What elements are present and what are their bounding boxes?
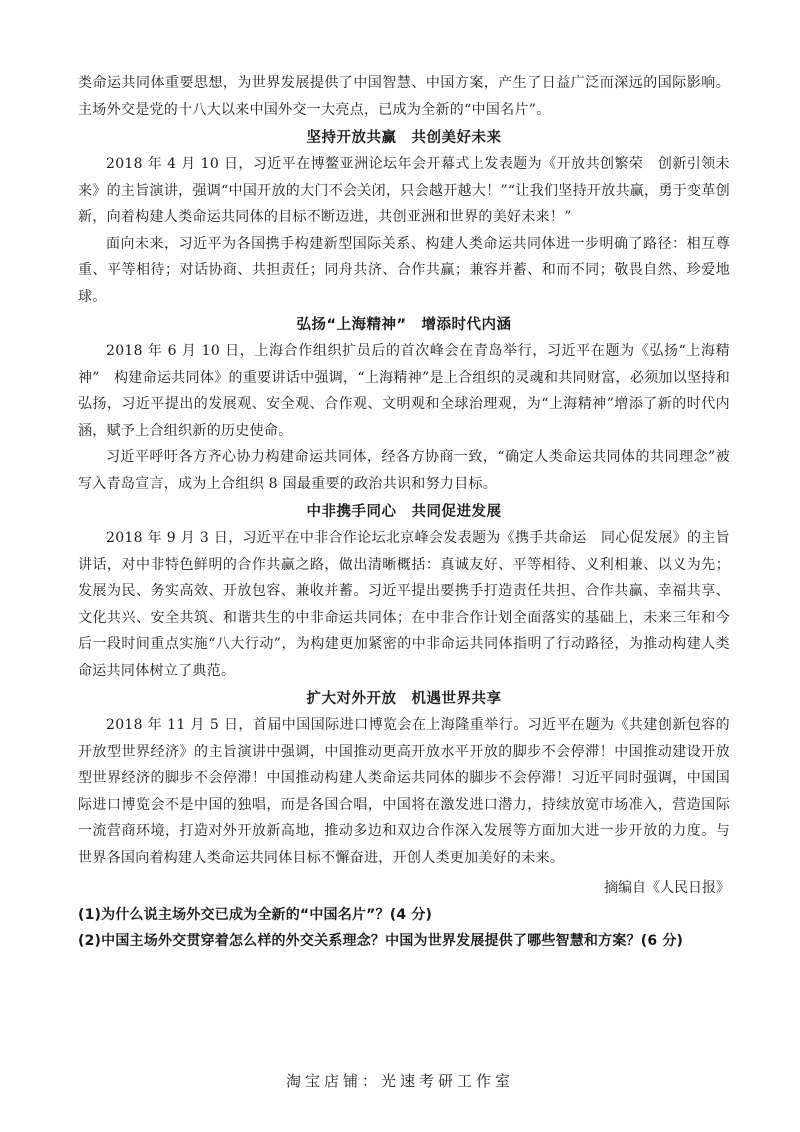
question-item: (1)为什么说主场外交已成为全新的“中国名片”？(4 分) (78, 906, 433, 923)
section-heading: 坚持开放共赢 共创美好未来 (306, 130, 502, 146)
source-citation: 摘编自《人民日报》 (604, 880, 730, 896)
question-item: (2)中国主场外交贯穿着怎么样的外交关系理念？中国为世界发展提供了哪些智慧和方案？(6 分) (78, 933, 684, 949)
footer-shop-label: 淘宝店铺：光速考研工作室 (285, 1072, 514, 1090)
body-paragraph: 2018 年 11 月 5 日，首届中国国际进口博览会在上海隆重举行。习近平在题为《共建创新包容的开放型世界经济》的主旨演讲中强调，中国推动更高开放水平开放的脚步不会停滞！中国推动建设开放型世界经济的脚步不会停滞！中国推动构建人类命运共同体的脚步不会停滞！习近平同时强调，中国国际进口博览会不是中国的独唱，而是各国合唱，中国将在激发进口潜力，持续放宽市场准入，营造国际一流营商环境，打造对外开放新高地，推动多边和双边合作深入发展等方面加大进一步开放的力度。与世界各国向着构建人类命运共同体目标不懈奋进，开创人类更加美好的未来。 (78, 717, 730, 866)
section-heading: 扩大对外开放 机遇世界共享 (306, 691, 502, 707)
body-paragraph: 2018 年 4 月 10 日，习近平在博鳌亚洲论坛年会开幕式上发表题为《开放共创繁荣 创新引领未来》的主旨演讲，强调“中国开放的大门不会关闭，只会越开越大！”“让我们坚持开放共赢，勇于变革创新，向着构建人类命运共同体的目标不断迈进，共创亚洲和世界的美好未来！” (78, 156, 730, 225)
article-body (78, 70, 730, 955)
body-paragraph: 2018 年 6 月 10 日，上海合作组织扩员后的首次峰会在青岛举行，习近平在题为《弘扬“上海精神” 构建命运共同体》的重要讲话中强调，“上海精神”是上合组织的灵魂和共同财富，必须加以坚持和弘扬，习近平提出的发展观、安全观、合作观、文明观和全球治理观，为“上海精神”增添了新的时代内涵，赋予上合组织新的历史使命。 (78, 343, 730, 439)
body-paragraph: 面向未来，习近平为各国携手构建新型国际关系、构建人类命运共同体进一步明确了路径：相互尊重、平等相待；对话协商、共担责任；同舟共济、合作共赢；兼容并蓄、和而不同；敬畏自然、珍爱地球。 (78, 235, 730, 305)
body-paragraph: 2018 年 9 月 3 日，习近平在中非合作论坛北京峰会发表题为《携手共命运 同心促发展》的主旨讲话，对中非特色鲜明的合作共赢之路，做出清晰概括：真诚友好、平等相待、义利相兼、以义为先；发展为民、务实高效、开放包容、兼收并蓄。习近平提出要携手打造责任共担、合作共赢、幸福共享、文化共兴、安全共筑、和谐共生的中非命运共同体；在中非合作计划全面落实的基础上，未来三年和今后一段时间重点实施“八大行动”，为构建更加紧密的中非命运共同体指明了行动路径，为推动构建人类命运共同体树立了典范。 (78, 530, 730, 679)
body-paragraph: 习近平呼吁各方齐心协力构建命运共同体，经各方协商一致，“确定人类命运共同体的共同理念”被写入青岛宣言，成为上合组织 8 国最重要的政治共识和努力目标。 (78, 449, 730, 492)
section-heading: 中非携手同心 共同促进发展 (306, 504, 502, 520)
intro-paragraph: 类命运共同体重要思想，为世界发展提供了中国智慧、中国方案，产生了日益广泛而深远的国际影响。主场外交是党的十八大以来中国外交一大亮点，已成为全新的“中国名片”。 (78, 75, 730, 118)
section-heading: 弘扬“上海精神” 增添时代内涵 (296, 317, 512, 333)
